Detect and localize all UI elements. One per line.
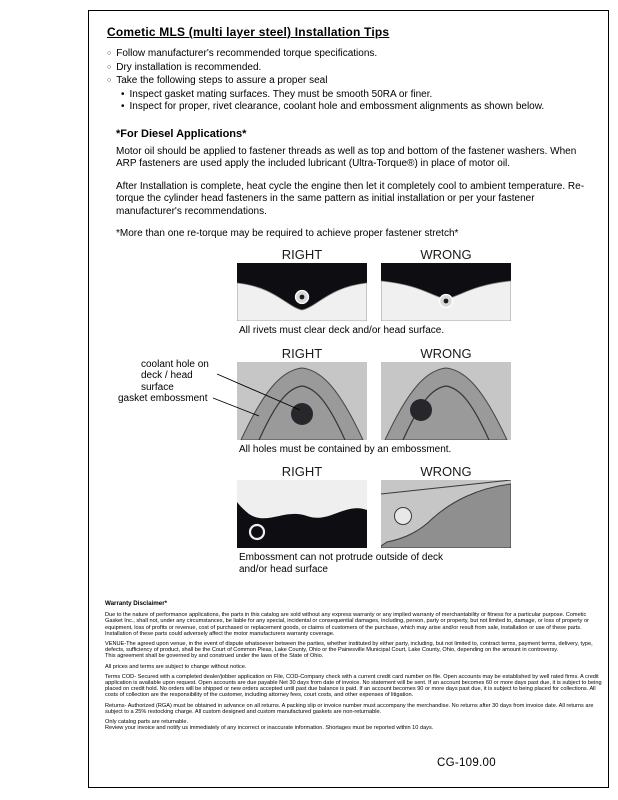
diagram-panels (237, 263, 511, 321)
embossment-right-diagram (237, 480, 367, 548)
rivet-clearance-right-diagram (237, 263, 367, 321)
page-content (89, 11, 608, 731)
legal-paragraph: Due to the nature of performance applications, the parts in this catalog are sold without any express warranty or any implied warranty of merchantability or fitness for a particular purpose. Cometic Gasket Inc., shall not, under any circumstances, be liable for any special, incidental or consequential damages, including, person, party or property, but not limited to, damage, or loss of property or equipment, loss of profits or revenue, cost of purchased or replacement goods, or claims of customers of the purchase, which may arise and/or result from sale, installation or use of these parts. Installation of these parts could adversely affect the motor manufacturers warranty coverage. (105, 612, 590, 637)
diagram-caption-embossment: Embossment can not protrude outside of deck and/or head surface (239, 552, 444, 575)
coolant-hole-wrong-diagram (381, 362, 511, 440)
diagram-row-holes (118, 345, 511, 456)
legal-paragraph: This agreement shall be governed by and construed under the laws of the State of Ohio. (105, 653, 324, 660)
installation-tips-list (105, 48, 596, 114)
diagram-panels (237, 362, 511, 440)
diagram-caption-rivets: All rivets must clear deck and/or head surface. (239, 325, 445, 336)
diesel-paragraph-2: After Installation is complete, heat cycle the engine then let it completely cool to ambient temperature. Re-torque the cylinder head fasteners in the same pattern as initial installation or per your fastener manufacturer's recommendations. (116, 180, 585, 217)
diesel-applications-heading: *For Diesel Applications* (116, 127, 247, 140)
warranty-disclaimer-section (105, 601, 603, 731)
tip-item: ○ Follow manufacturer's recommended torque specifications. (105, 48, 596, 62)
legal-paragraph: All prices and terms are subject to change without notice. (105, 663, 247, 670)
wrong-label: WRONG (420, 464, 472, 479)
coolant-hole-annotation: coolant hole on deck / head surface (141, 358, 209, 393)
retorque-note: *More than one re-torque may be required to achieve proper fastener stretch* (116, 228, 459, 239)
legal-paragraph: Terms COD- Secured with a completed dealer/jobber application on File, COD-Company check with a current credit card number on file. Open accounts may be established by well rated firms. A credit application is available upon request. Open accounts are due payable Net 30 days from date of invoice. No statement will be sent. If an account becomes 60 or more days past due, it is subject to being placed on credit hold. No orders will be shipped or new orders accepted until past due balance is paid. If an account becomes 90 or more days past due, it is subject to being placed for collections. All costs of collection are the responsibility of the customer, including attorney fees, court costs, and other expenses of litigation. (105, 673, 602, 699)
coolant-hole-right-diagram (237, 362, 367, 440)
wrong-label: WRONG (420, 345, 472, 361)
right-label: RIGHT (281, 464, 323, 479)
legal-paragraph: Review your invoice and notify us immediately of any incorrect or inaccurate information. Shortages must be reported within 10 days. (105, 725, 434, 732)
legal-paragraph: Only catalog parts are returnable. (105, 719, 189, 726)
diagram-row-embossment (237, 464, 511, 575)
tip-sub-item: • Inspect gasket mating surfaces. They must be smooth 50RA or finer. (105, 89, 596, 102)
diagram-panels (237, 480, 511, 548)
diagram-labels (237, 346, 511, 361)
tip-item: ○ Dry installation is recommended. (105, 62, 596, 76)
right-label: RIGHT (281, 345, 323, 361)
page-code: CG-109.00 (437, 757, 496, 769)
warranty-disclaimer-heading: Warranty Disclaimer* (105, 600, 168, 607)
diagram-labels (237, 247, 511, 262)
diagram-row-rivets (237, 247, 511, 337)
wrong-label: WRONG (420, 247, 472, 262)
tip-item: ○ Take the following steps to assure a proper seal (105, 75, 596, 89)
page-border-frame (88, 10, 609, 788)
gasket-embossment-annotation: gasket embossment (118, 392, 208, 404)
tip-sub-item: • Inspect for proper, rivet clearance, coolant hole and embossment alignments as shown below. (105, 101, 596, 114)
diagram-caption-holes: All holes must be contained by an embossment. (239, 443, 452, 455)
rivet-clearance-wrong-diagram (381, 263, 511, 321)
diagram-labels (237, 464, 511, 479)
diesel-paragraph-1: Motor oil should be applied to fastener threads as well as top and bottom of the fastener washers. When ARP fasteners are used apply the included lubricant (Ultra-Torque®) in place of motor oil. (116, 145, 577, 169)
legal-paragraph: VENUE-The agreed upon venue, in the event of dispute whatsoever between the parties, whether instituted by either party, including, but not limited to, contract terms, payment terms, delivery, type, defects, sufficiency of product, shall be the Court of Common Pleas, Lake County, Ohio or the Painesville Municipal Court, Lake County, Ohio, depending on the amount in controversy. (105, 641, 593, 654)
page-title: Cometic MLS (multi layer steel) Installation Tips (107, 25, 390, 39)
legal-paragraph: Returns- Authorized (RGA) must be obtained in advance on all returns. A packing slip or invoice number must accompany the merchandise. No returns after 30 days from invoice date. All returns are subject to a 25% restocking charge. All custom designed and custom manufactured gaskets are non-returnable. (105, 702, 594, 715)
embossment-wrong-diagram (381, 480, 511, 548)
right-label: RIGHT (281, 247, 323, 262)
